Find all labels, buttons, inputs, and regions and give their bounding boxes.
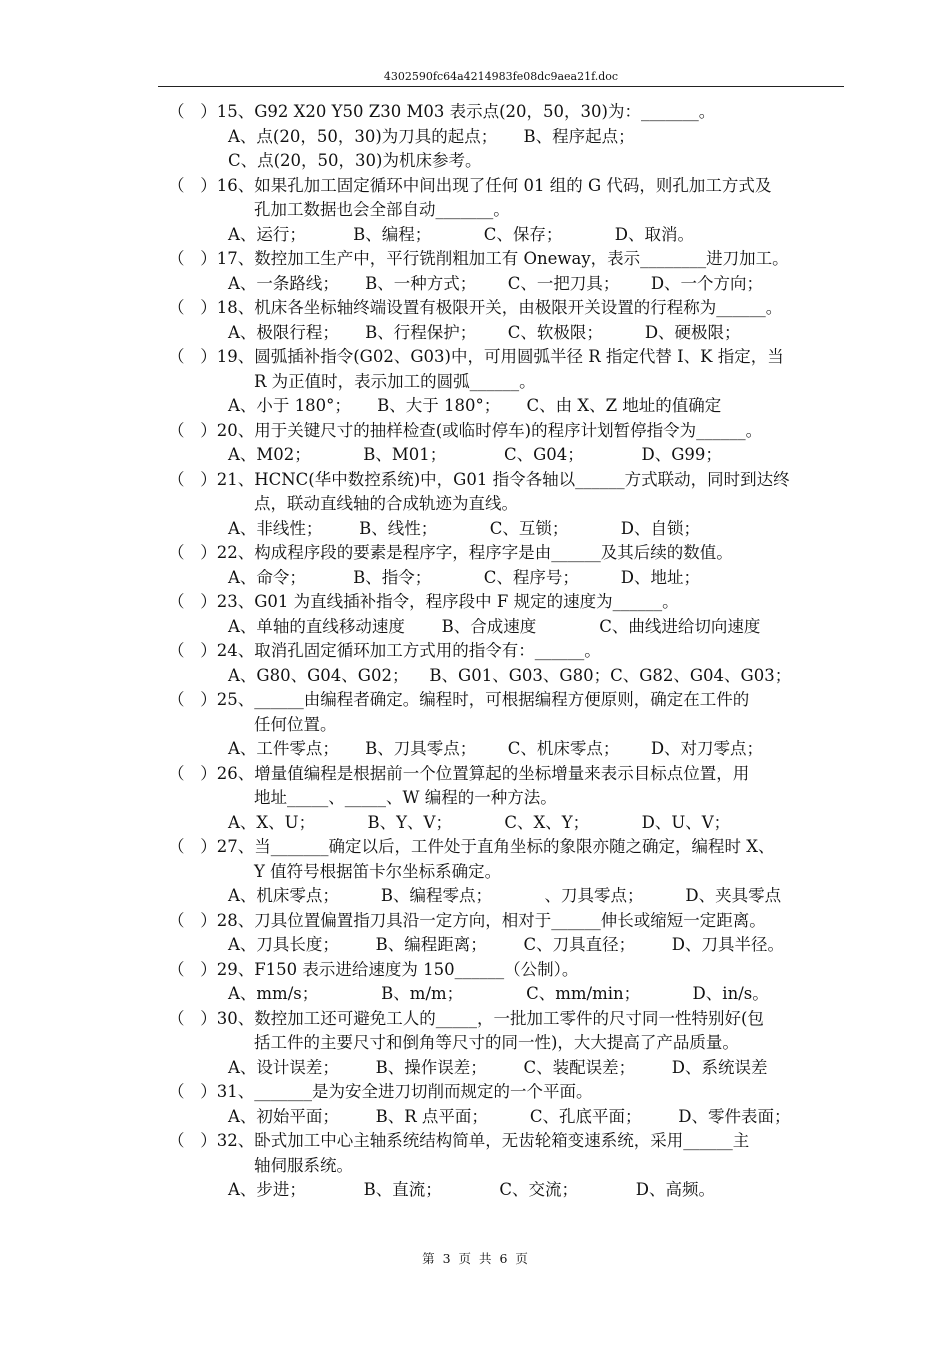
question-20: （ ）20、用于关键尺寸的抽样检查(或临时停车)的程序计划暂停指令为______。 — [168, 420, 763, 440]
question-31: （ ）31、_______是为安全进刀切削而规定的一个平面。 — [168, 1082, 593, 1101]
question-29-options: A、mm/s； B、m/m； C、mm/min； D、in/s。 — [228, 984, 769, 1003]
question-25-options: A、工件零点； B、刀具零点； C、机床零点； D、对刀零点； — [228, 739, 764, 758]
question-26: （ ）26、增量值编程是根据前一个位置算起的坐标增量来表示目标点位置，用 — [168, 763, 750, 783]
question-18: （ ）18、机床各坐标轴终端设置有极限开关，由极限开关设置的行程称为______。 — [168, 298, 783, 317]
question-27: （ ）27、当_______确定以后，工件处于直角坐标的象限亦随之确定，编程时 X、 — [168, 837, 775, 856]
page-number: 第 3 页 共 6 页 — [422, 1251, 530, 1266]
question-32-cont: 轴伺服系统。 — [254, 1155, 353, 1175]
question-21: （ ）21、HCNC(华中数控系统)中，G01 指令各轴以______方式联动，同时到达终 — [168, 469, 790, 489]
question-27-options: A、机床零点； B、编程零点； 、刀具零点； D、夹具零点 — [228, 886, 782, 905]
question-32-options: A、步进； B、直流； C、交流； D、高频。 — [228, 1180, 715, 1199]
question-24: （ ）24、取消孔固定循环加工方式用的指令有：______。 — [168, 641, 601, 660]
document-filename: 4302590fc64a4214983fe08dc9aea21f.doc — [383, 70, 619, 83]
question-15-options: A、点(20，50，30)为刀具的起点； B、程序起点； — [228, 126, 635, 146]
question-18-options: A、极限行程； B、行程保护； C、软极限； D、硬极限； — [228, 322, 741, 342]
question-28: （ ）28、刀具位置偏置指刀具沿一定方向，相对于______伸长或缩短一定距离。 — [168, 910, 766, 930]
question-30: （ ）30、数控加工还可避免工人的_____，一批加工零件的尺寸同一性特别好(包 — [168, 1008, 764, 1028]
question-20-options: A、M02； B、M01； C、G04； D、G99； — [228, 445, 722, 464]
question-21-cont: 点，联动直线轴的合成轨迹为直线。 — [254, 494, 518, 513]
question-23-options: A、单轴的直线移动速度 B、合成速度 C、曲线进给切向速度 — [228, 616, 761, 636]
question-26-cont: 地址_____、_____、W 编程的一种方法。 — [254, 788, 557, 807]
question-24-options: A、G80、G04、G02； B、G01、G03、G80；C、G82、G04、G03； — [228, 665, 792, 685]
question-16: （ ）16、如果孔加工固定循环中间出现了任何 01 组的 G 代码，则孔加工方式及 — [168, 175, 772, 195]
header-divider — [158, 86, 844, 87]
question-28-options: A、刀具长度； B、编程距离； C、刀具直径； D、刀具半径。 — [228, 935, 785, 954]
question-16-cont: 孔加工数据也会全部自动_______。 — [254, 200, 510, 219]
question-30-cont: 括工件的主要尺寸和倒角等尺寸的同一性)，大大提高了产品质量。 — [254, 1033, 739, 1052]
question-22-options: A、命令； B、指令； C、程序号； D、地址； — [228, 567, 701, 587]
question-22: （ ）22、构成程序段的要素是程序字，程序字是由______及其后续的数值。 — [168, 543, 733, 562]
question-31-options: A、初始平面； B、R 点平面； C、孔底平面； D、零件表面； — [228, 1106, 791, 1126]
question-19: （ ）19、圆弧插补指令(G02、G03)中，可用圆弧半径 R 指定代替 I、K 指定，当 — [168, 347, 784, 366]
question-15: （ ）15、G92 X20 Y50 Z30 M03 表示点(20，50，30)为：_______。 — [168, 102, 716, 121]
question-23: （ ）23、G01 为直线插补指令，程序段中 F 规定的速度为______。 — [168, 592, 679, 611]
question-19-cont: R 为正值时，表示加工的圆弧______。 — [254, 371, 536, 391]
question-19-options: A、小于 180°； B、大于 180°； C、由 X、Z 地址的值确定 — [228, 396, 722, 415]
question-17-options: A、一条路线； B、一种方式； C、一把刀具； D、一个方向； — [228, 273, 764, 293]
question-29: （ ）29、F150 表示进给速度为 150______（公制）。 — [168, 959, 579, 979]
question-21-options: A、非线性； B、线性； C、互锁； D、自锁； — [228, 518, 701, 538]
question-15-options-2: C、点(20，50，30)为机床参考。 — [228, 151, 482, 170]
question-30-options: A、设计误差； B、操作误差； C、装配误差； D、系统误差 — [228, 1057, 768, 1077]
question-32: （ ）32、卧式加工中心主轴系统结构简单，无齿轮箱变速系统，采用______主 — [168, 1131, 750, 1150]
question-27-cont: Y 值符号根据笛卡尔坐标系确定。 — [254, 861, 502, 881]
question-17: （ ）17、数控加工生产中，平行铣削粗加工有 Oneway，表示________进刀加工。 — [168, 249, 789, 268]
question-25-cont: 任何位置。 — [254, 714, 337, 734]
question-25: （ ）25、______由编程者确定。编程时，可根据编程方便原则，确定在工件的 — [168, 690, 750, 709]
question-26-options: A、X、U； B、Y、V； C、X、Y； D、U、V； — [228, 812, 731, 832]
question-16-options: A、运行； B、编程； C、保存； D、取消。 — [228, 224, 694, 244]
